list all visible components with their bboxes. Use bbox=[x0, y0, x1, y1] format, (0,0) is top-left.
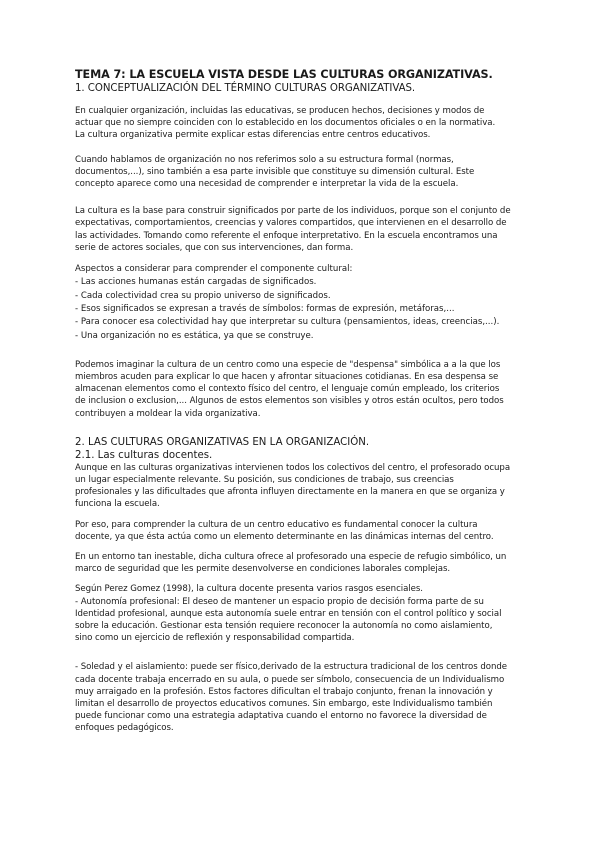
text-line: Cuando hablamos de organización no nos referimos solo a su estructura formal (normas, bbox=[75, 154, 454, 165]
paragraph-2 bbox=[75, 154, 530, 191]
text-line: enfoques pedagógicos. bbox=[75, 723, 174, 734]
section-2-heading: 2. LAS CULTURAS ORGANIZATIVAS EN LA ORGANIZACIÓN. bbox=[75, 436, 370, 448]
text-line: de inclusion o exclusion,... Algunos de estos elementos son visibles y otros están ocultos, pero todos bbox=[75, 396, 504, 407]
list-intro: Aspectos a considerar para comprender el componente cultural: bbox=[75, 264, 353, 275]
text-line: contribuyen a moldear la vida organizativa. bbox=[75, 408, 261, 419]
text-line: En un entorno tan inestable, dicha cultura ofrece al profesorado una especie de refugio simbólico, un bbox=[75, 552, 507, 563]
text-line: funciona la escuela. bbox=[75, 499, 160, 510]
section-2-1-heading: 2.1. Las culturas docentes. bbox=[75, 449, 213, 461]
text-line: serie de actores sociales, que con sus intervenciones, dan forma. bbox=[75, 242, 354, 253]
text-line: Aunque en las culturas organizativas intervienen todos los colectivos del centro, el profesorado ocupa bbox=[75, 462, 511, 473]
text-line: miembros acuden para explicar lo que hacen y afrontar situaciones cotidianas. En esa despensa se bbox=[75, 372, 499, 383]
paragraph-3 bbox=[75, 205, 530, 254]
text-line: La cultura organizativa permite explicar estas diferencias entre centros educativos. bbox=[75, 130, 431, 141]
text-line: sobre la educación. Gestionar esta tensión requiere reconocer la autonomía no como aislamiento, bbox=[75, 621, 493, 632]
paragraph-7 bbox=[75, 551, 530, 575]
list-item: - Las acciones humanas están cargadas de significados. bbox=[75, 277, 317, 288]
text-line: docente, ya que ésta actúa como un elemento determinante en las dinámicas internas del centro. bbox=[75, 531, 494, 542]
text-line: actuar que no siempre coinciden con lo establecido en los documentos oficiales o en la normativa. bbox=[75, 118, 496, 129]
text-line: documentos,...), sino también a esa parte invisible que constituye su dimensión cultural. Este bbox=[75, 166, 475, 177]
paragraph-1 bbox=[75, 105, 530, 142]
text-line: limitan el desarrollo de proyectos educativos comunes. Sin embargo, este Individualismo también bbox=[75, 699, 493, 710]
text-line: puede funcionar como una estrategia adaptativa cuando el entorno no favorece la diversidad de bbox=[75, 711, 487, 722]
text-line: - Soledad y el aislamiento: puede ser físico,derivado de la estructura tradicional de los centros donde bbox=[75, 662, 508, 673]
text-line: profesionales y las dificultades que afronta influyen directamente en la manera en que se organiza y bbox=[75, 487, 505, 498]
paragraph-8 bbox=[75, 583, 530, 644]
paragraph-5 bbox=[75, 462, 530, 511]
text-line: almacenan elementos como el contexto físico del centro, el lenguaje común empleado, los criterios bbox=[75, 384, 500, 395]
text-line: concepto aparece como una necesidad de comprender e interpretar la vida de la escuela. bbox=[75, 179, 459, 190]
aspects-list bbox=[75, 263, 530, 343]
text-line: En cualquier organización, incluidas las educativas, se producen hechos, decisiones y modos de bbox=[75, 106, 485, 116]
text-line: Según Perez Gomez (1998), la cultura docente presenta varios rasgos esenciales. bbox=[75, 584, 423, 595]
paragraph-9 bbox=[75, 661, 530, 734]
text-line: un lugar especialmente relevante. Su posición, sus condiciones de trabajo, sus creencias bbox=[75, 475, 454, 486]
text-line: Podemos imaginar la cultura de un centro como una especie de "despensa" simbólica a a la que los bbox=[75, 359, 501, 370]
document-page bbox=[75, 68, 530, 747]
list-item: - Cada colectividad crea su propio universo de significados. bbox=[75, 290, 331, 301]
list-item: - Para conocer esa colectividad hay que interpretar su cultura (pensamientos, ideas, creencias,...). bbox=[75, 317, 500, 328]
list-item: - Una organización no es estática, ya que se construye. bbox=[75, 330, 314, 341]
paragraph-4 bbox=[75, 359, 530, 420]
text-line: muy arraigado en la profesión. Estos factores dificultan el trabajo conjunto, frenan la innovación y bbox=[75, 686, 493, 697]
section-1-heading: 1. CONCEPTUALIZACIÓN DEL TÉRMINO CULTURAS ORGANIZATIVAS. bbox=[75, 83, 416, 94]
text-line: - Autonomía profesional: El deseo de mantener un espacio propio de decisión forma parte de su bbox=[75, 596, 484, 607]
text-line: La cultura es la base para construir significados por parte de los individuos, porque son el conjunto de bbox=[75, 206, 511, 217]
text-line: marco de seguridad que les permite desenvolverse en condiciones laborales complejas. bbox=[75, 564, 451, 575]
text-line: sino como un ejercicio de reflexión y responsabilidad compartida. bbox=[75, 633, 355, 644]
list-item: - Esos significados se expresan a través de símbolos: formas de expresión, metáforas,... bbox=[75, 303, 455, 314]
text-line: cada docente trabaja encerrado en su aula, o puede ser símbolo, consecuencia de un Individualismo bbox=[75, 674, 505, 685]
text-line: Por eso, para comprender la cultura de un centro educativo es fundamental conocer la cultura bbox=[75, 519, 478, 530]
text-line: las actividades. Tomando como referente el enfoque interpretativo. En la escuela encontramos una bbox=[75, 230, 498, 241]
text-line: Identidad profesional, aunque esta autonomía suele entrar en tensión con el control político y social bbox=[75, 608, 502, 619]
text-line: expectativas, comportamientos, creencias y valores compartidos, que intervienen en el desarrollo de bbox=[75, 218, 507, 229]
paragraph-6 bbox=[75, 519, 530, 543]
document-title: TEMA 7: LA ESCUELA VISTA DESDE LAS CULTURAS ORGANIZATIVAS. bbox=[75, 68, 493, 81]
